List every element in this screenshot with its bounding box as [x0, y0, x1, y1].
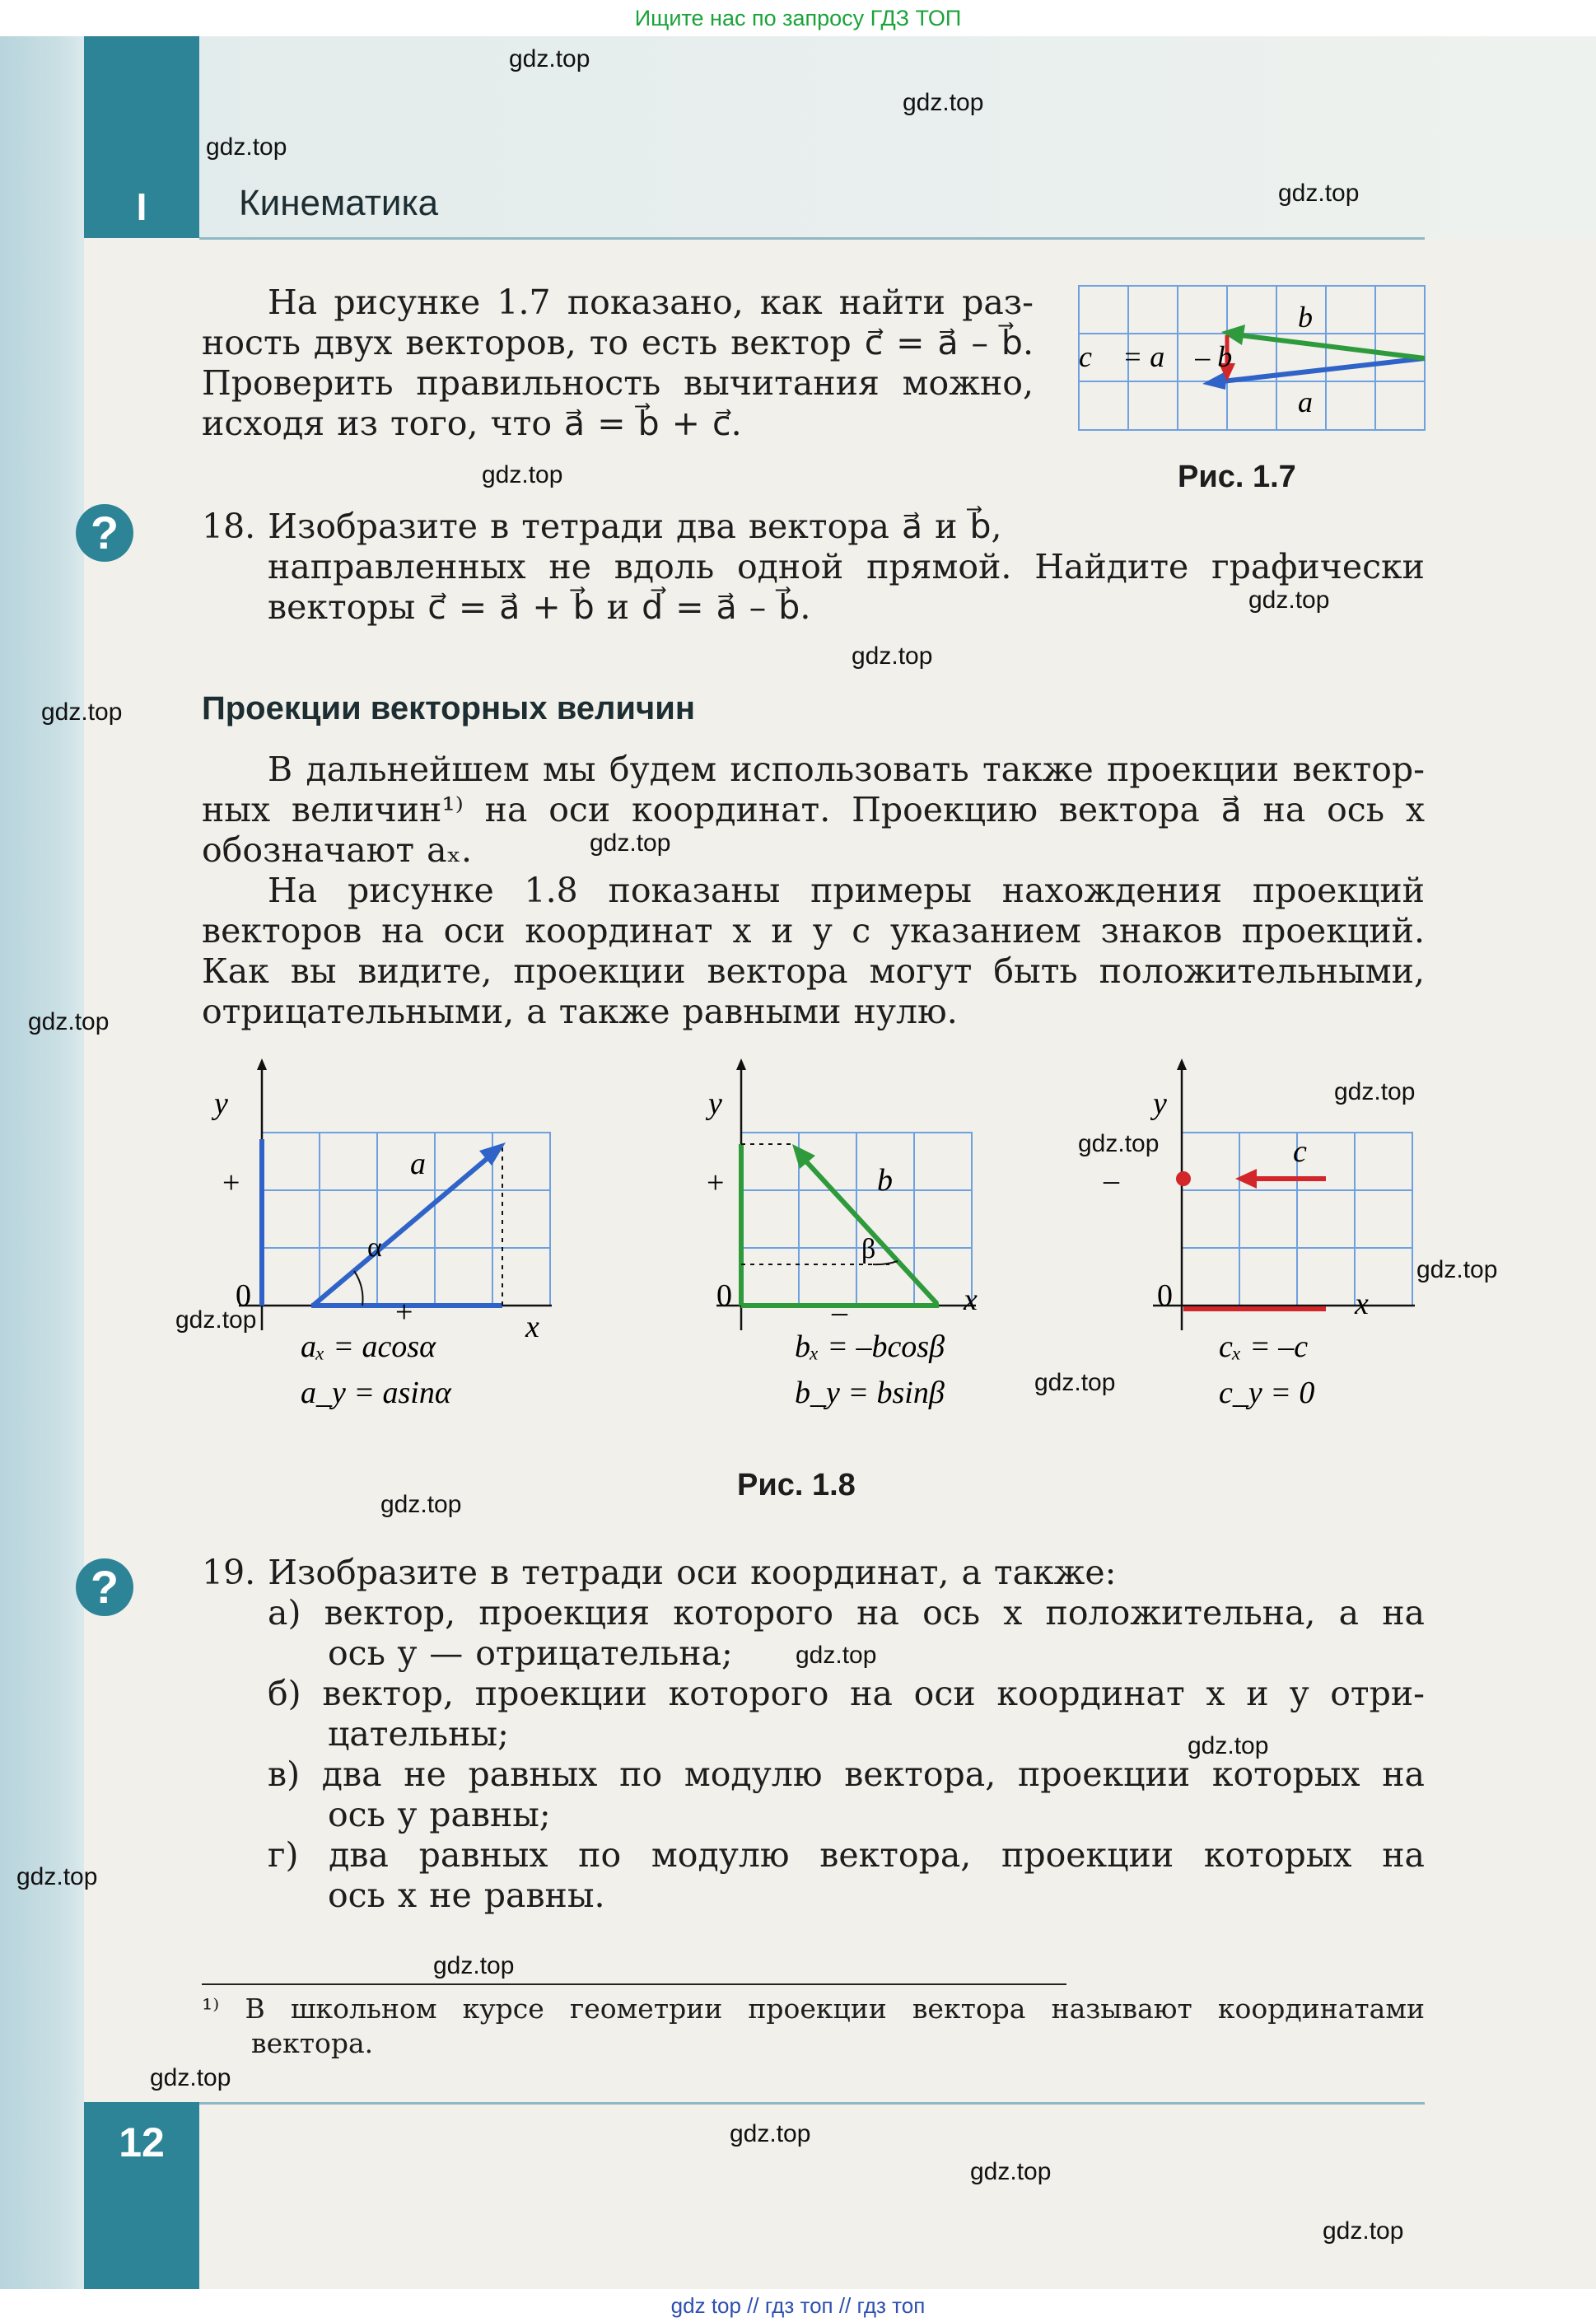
label-a: a⃗ — [1298, 385, 1337, 418]
axis-y-label: y — [1153, 1086, 1167, 1121]
axis-arrow-icon — [736, 1058, 746, 1070]
origin-label: 0 — [236, 1278, 251, 1313]
axis-arrow-icon — [1177, 1058, 1187, 1070]
origin-label: 0 — [1157, 1278, 1173, 1313]
minus-sign: – — [832, 1295, 847, 1329]
watermark: gdz.top — [730, 2120, 811, 2147]
vector-a-label: a⃗ — [410, 1147, 450, 1181]
equation: a_y = asinα — [301, 1376, 451, 1410]
equation: bₓ = –bcosβ — [795, 1329, 945, 1364]
watermark: gdz.top — [1334, 1078, 1416, 1105]
paragraph-1-line: Проверить правильность вычитания можно, — [202, 363, 1034, 403]
watermark: gdz.top — [903, 89, 984, 116]
paragraph-1-line: исходя из того, что a⃗ = b⃗ + c⃗. — [202, 404, 742, 443]
equation: c_y = 0 — [1219, 1376, 1315, 1410]
diagram-a — [211, 1058, 552, 1410]
paragraph-2-line: Как вы видите, проекции вектора могут быть положительными, — [202, 951, 1425, 991]
watermark: gdz.top — [482, 461, 563, 488]
paragraph-2-line: ных величин¹⁾ на оси координат. Проекцию вектора a⃗ на ось x — [202, 790, 1425, 829]
watermark: gdz.top — [150, 2064, 231, 2091]
watermark: gdz.top — [970, 2158, 1052, 2185]
axis-x-label: x — [964, 1282, 978, 1317]
task-19-item: ось y — отрицательна; — [328, 1633, 733, 1673]
left-margin-band — [0, 36, 84, 2289]
watermark: gdz.top — [28, 1008, 110, 1035]
vector-difference — [1240, 335, 1425, 358]
question-icon: ? — [76, 1558, 133, 1616]
angle-label: β — [861, 1234, 876, 1264]
plus-sign: + — [395, 1295, 413, 1329]
chapter-tab — [84, 36, 199, 238]
task-19-item: в) два не равных по модулю вектора, проекции которых на — [268, 1754, 1425, 1794]
axis-y-label: y — [214, 1086, 228, 1121]
watermark: gdz.top — [1248, 586, 1330, 614]
diagram-c — [1103, 1058, 1415, 1410]
page-number: 12 — [119, 2119, 165, 2165]
watermark: gdz.top — [590, 829, 671, 857]
paragraph-2-line: На рисунке 1.8 показаны примеры нахождения проекций — [268, 871, 1425, 910]
task-18-line: направленных не вдоль одной прямой. Найдите графически — [268, 547, 1425, 586]
label-b: b⃗ — [1298, 301, 1337, 334]
axis-x-label: x — [525, 1310, 539, 1344]
vector-c-label: c⃗ — [1293, 1134, 1332, 1169]
axis-x-label: x — [1355, 1287, 1369, 1321]
equation: cₓ = –c — [1219, 1329, 1309, 1364]
figure-1-8-caption: Рис. 1.8 — [737, 1468, 856, 1502]
task-19-item: ось y равны; — [328, 1795, 551, 1834]
task-18-line: 18. Изобразите в тетради два вектора a⃗ и b⃗, — [202, 507, 1002, 546]
paragraph-2-line: обозначают aₓ. — [202, 830, 472, 870]
angle-label: α — [367, 1232, 382, 1263]
minus-sign: – — [1104, 1163, 1119, 1198]
paragraph-2-line: отрицательными, а также равными нулю. — [202, 992, 958, 1031]
vector-b-label: b⃗ — [877, 1163, 917, 1198]
paragraph-1-line: На рисунке 1.7 показано, как найти раз- — [268, 283, 1034, 322]
arrowhead-icon — [1235, 1169, 1257, 1189]
paragraph-2-line: В дальнейшем мы будем использовать также проекции вектор- — [268, 750, 1425, 789]
watermark: gdz.top — [380, 1491, 462, 1518]
diagram-b — [705, 1058, 978, 1410]
chapter-title: Кинематика — [239, 183, 439, 223]
label-c: c⃗ = a⃗ – b⃗ — [1079, 340, 1256, 373]
equation: aₓ = acosα — [301, 1329, 436, 1364]
plus-sign: + — [707, 1166, 725, 1200]
paragraph-2 — [202, 750, 1425, 1032]
watermark: gdz.top — [796, 1642, 877, 1669]
top-banner[interactable]: Ищите нас по запросу ГДЗ ТОП — [0, 0, 1596, 36]
footnote-rule — [202, 1983, 1066, 1985]
axis-y-label: y — [708, 1086, 722, 1121]
watermark: gdz.top — [1078, 1130, 1160, 1157]
watermark: gdz.top — [509, 45, 590, 72]
bottom-banner[interactable]: gdz top // гдз топ // гдз топ — [0, 2289, 1596, 2322]
watermark: gdz.top — [852, 642, 933, 670]
task-19-item: ось x не равны. — [328, 1876, 605, 1915]
arrowhead-icon — [1202, 371, 1227, 390]
plus-sign: + — [222, 1166, 240, 1200]
chapter-number: I — [136, 185, 147, 228]
watermark: gdz.top — [1188, 1732, 1269, 1759]
watermark: gdz.top — [1034, 1369, 1116, 1396]
task-19-intro: 19. Изобразите в тетради оси координат, а также: — [202, 1553, 1117, 1592]
task-19-item: цательны; — [328, 1714, 509, 1754]
origin-label: 0 — [716, 1278, 732, 1313]
paragraph-2-line: векторов на оси координат x и y с указанием знаков проекций. — [202, 911, 1425, 951]
equation: b_y = bsinβ — [795, 1376, 945, 1410]
figure-1-7 — [1077, 284, 1427, 432]
projection-point — [1176, 1171, 1191, 1186]
watermark: gdz.top — [175, 1306, 257, 1334]
watermark: gdz.top — [16, 1863, 98, 1890]
header-rule — [199, 237, 1425, 240]
watermark: gdz.top — [1278, 180, 1360, 207]
figure-1-8 — [198, 1058, 1433, 1454]
paragraph-1 — [202, 283, 1034, 444]
figure-1-7-caption: Рис. 1.7 — [1178, 460, 1296, 494]
task-19-item: а) вектор, проекция которого на ось x положительна, а на — [268, 1593, 1425, 1633]
task-18-line: векторы c⃗ = a⃗ + b⃗ и d⃗ = a⃗ – b⃗. — [268, 587, 811, 627]
section-heading: Проекции векторных величин — [202, 690, 695, 727]
watermark: gdz.top — [433, 1952, 515, 1979]
question-icon: ? — [76, 504, 133, 562]
watermark: gdz.top — [1416, 1256, 1498, 1283]
watermark: gdz.top — [206, 133, 287, 161]
footnote — [202, 1992, 1425, 2061]
task-19-item: б) вектор, проекции которого на оси координат x и y отри- — [268, 1674, 1425, 1713]
footer-rule — [199, 2102, 1425, 2105]
axis-arrow-icon — [257, 1058, 267, 1070]
watermark: gdz.top — [1323, 2217, 1404, 2245]
footnote-line: ¹⁾ В школьном курсе геометрии проекции вектора называют координатами — [202, 1993, 1425, 2025]
watermark: gdz.top — [41, 698, 123, 726]
task-19-item: г) два равных по модулю вектора, проекции которых на — [268, 1835, 1425, 1875]
paragraph-1-line: ность двух векторов, то есть вектор c⃗ = a⃗ – b⃗. — [202, 323, 1034, 362]
task-18 — [202, 507, 1425, 628]
footnote-line: вектора. — [251, 2027, 374, 2059]
